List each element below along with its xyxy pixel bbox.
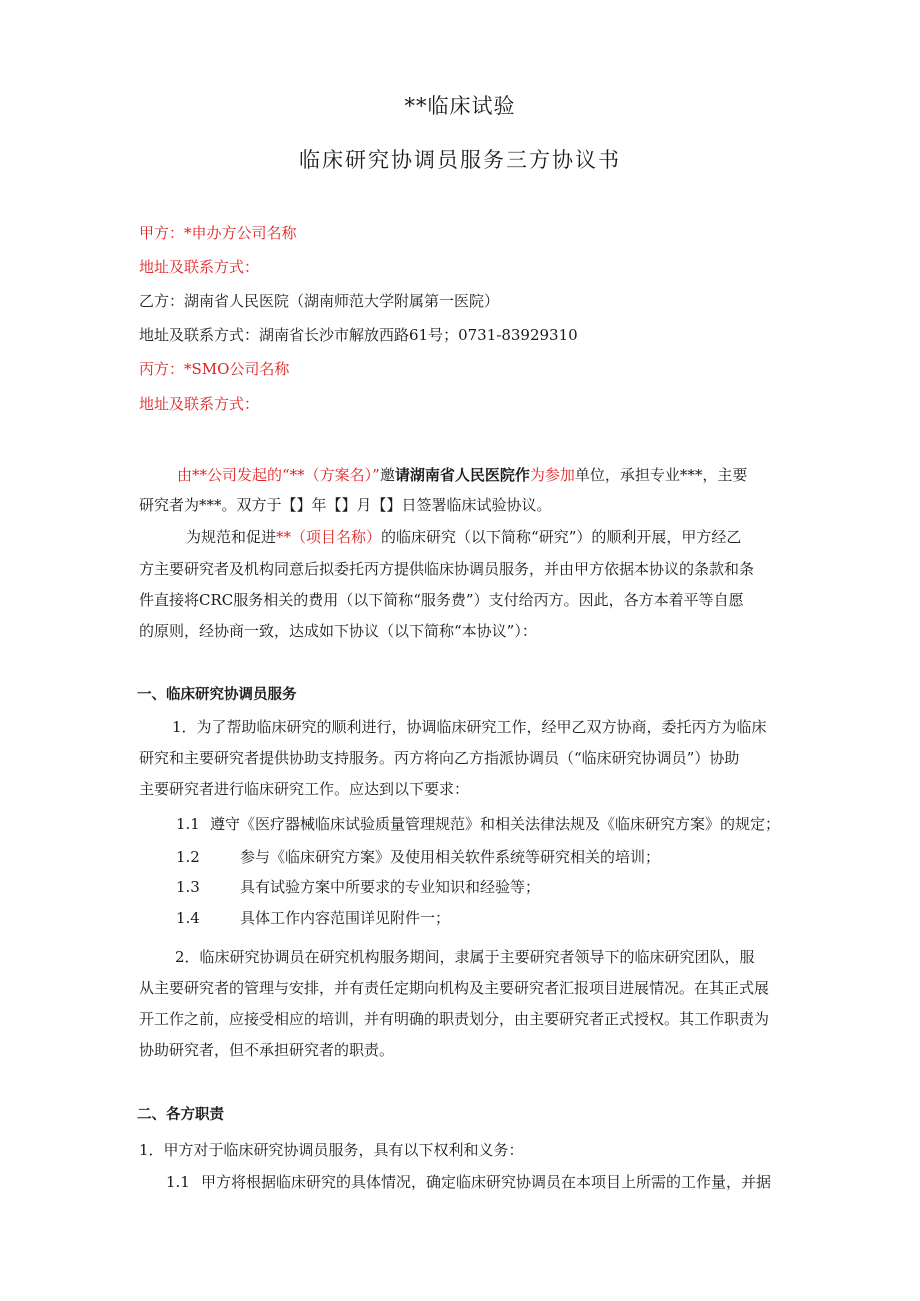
intro-paragraph-2-line-2: 方主要研究者及机构同意后拟委托丙方提供临床协调员服务，并由甲方依据本协议的条款和条 xyxy=(139,560,755,578)
section-1-item-1-line-1: 1．为了帮助临床研究的顺利进行，协调临床研究工作，经甲乙双方协商，委托丙方为临床 xyxy=(172,718,767,736)
party-a-address: 地址及联系方式： xyxy=(139,258,260,276)
intro-paragraph-1-line-1 xyxy=(177,465,747,485)
sub-item-number: 1.2 xyxy=(176,848,200,866)
intro-hospital: 请湖南省人民医院作 xyxy=(394,466,530,484)
intro-paragraph-2-line-1 xyxy=(186,527,741,547)
section-2-sub-1-text: 甲方将根据临床研究的具体情况，确定临床研究协调员在本项目上所需的工作量，并据 xyxy=(201,1173,772,1191)
intro-p2-rest: 的临床研究（以下简称“研究”）的顺利开展，甲方经乙 xyxy=(381,528,742,546)
document-title-agreement: 临床研究协调员服务三方协议书 xyxy=(299,148,621,172)
sub-item-number: 1.3 xyxy=(176,878,200,896)
section-1-item-2-line-2: 从主要研究者的管理与安排，并有责任定期向机构及主要研究者汇报项目进展情况。在其正式展 xyxy=(139,979,770,997)
section-1-item-1-line-2: 研究和主要研究者提供协助支持服务。丙方将向乙方指派协调员（“临床研究协调员”）协助 xyxy=(139,749,740,767)
sub-item-text: 具有试验方案中所要求的专业知识和经验等； xyxy=(240,878,541,896)
intro-paragraph-2-line-4: 的原则，经协商一致，达成如下协议（以下简称“本协议”）： xyxy=(139,622,537,640)
party-b-address: 地址及联系方式：湖南省长沙市解放西路61号；0731-83929310 xyxy=(139,326,578,344)
section-1-item-2-line-3: 开工作之前，应接受相应的培训，并有明确的职责划分，由主要研究者正式授权。其工作职责为 xyxy=(139,1010,770,1028)
party-c-name: 丙方：*SMO公司名称 xyxy=(139,360,290,378)
section-2-item-1: 1．甲方对于临床研究协调员服务，具有以下权利和义务： xyxy=(139,1141,524,1159)
section-1-item-2-line-1: 2．临床研究协调员在研究机构服务期间，隶属于主要研究者领导下的临床研究团队，服 xyxy=(175,948,755,966)
intro-p2-lead: 为规范和促进 xyxy=(186,528,277,546)
sub-item-text: 遵守《医疗器械临床试验质量管理规范》和相关法律法规及《临床研究方案》的规定； xyxy=(210,815,781,833)
sub-item-number: 1.1 xyxy=(176,815,200,833)
section-1-heading: 一、临床研究协调员服务 xyxy=(137,687,297,703)
intro-paragraph-2-line-3: 件直接将CRC服务相关的费用（以下简称“服务费”）支付给丙方。因此，各方本着平等自愿 xyxy=(139,591,744,609)
intro-paragraph-1-line-2: 研究者为***。双方于【】年【】月【】日签署临床试验协议。 xyxy=(139,496,552,514)
sub-item-number: 1.4 xyxy=(176,909,200,927)
intro-specialty: 单位，承担专业***，主要 xyxy=(574,466,748,484)
party-b-name: 乙方：湖南省人民医院（湖南师范大学附属第一医院） xyxy=(139,292,500,310)
intro-invite: 邀 xyxy=(379,466,395,484)
intro-participate: 为参加 xyxy=(529,466,575,484)
section-1-item-1-line-3: 主要研究者进行临床研究工作。应达到以下要求： xyxy=(139,780,470,798)
section-2-sub-1-number: 1.1 xyxy=(166,1173,190,1191)
section-2-heading: 二、各方职责 xyxy=(137,1107,224,1123)
sub-item-text: 参与《临床研究方案》及使用相关软件系统等研究相关的培训； xyxy=(240,848,661,866)
party-c-address: 地址及联系方式： xyxy=(139,395,260,413)
intro-p2-project: **（项目名称） xyxy=(276,528,382,546)
intro-sponsor-scheme: 由**公司发起的“**（方案名）” xyxy=(177,466,380,484)
sub-item-text: 具体工作内容范围详见附件一； xyxy=(240,909,451,927)
party-a-name: 甲方：*申办方公司名称 xyxy=(139,224,297,242)
document-title-trial: **临床试验 xyxy=(404,94,516,118)
section-1-item-2-line-4: 协助研究者，但不承担研究者的职责。 xyxy=(139,1041,395,1059)
